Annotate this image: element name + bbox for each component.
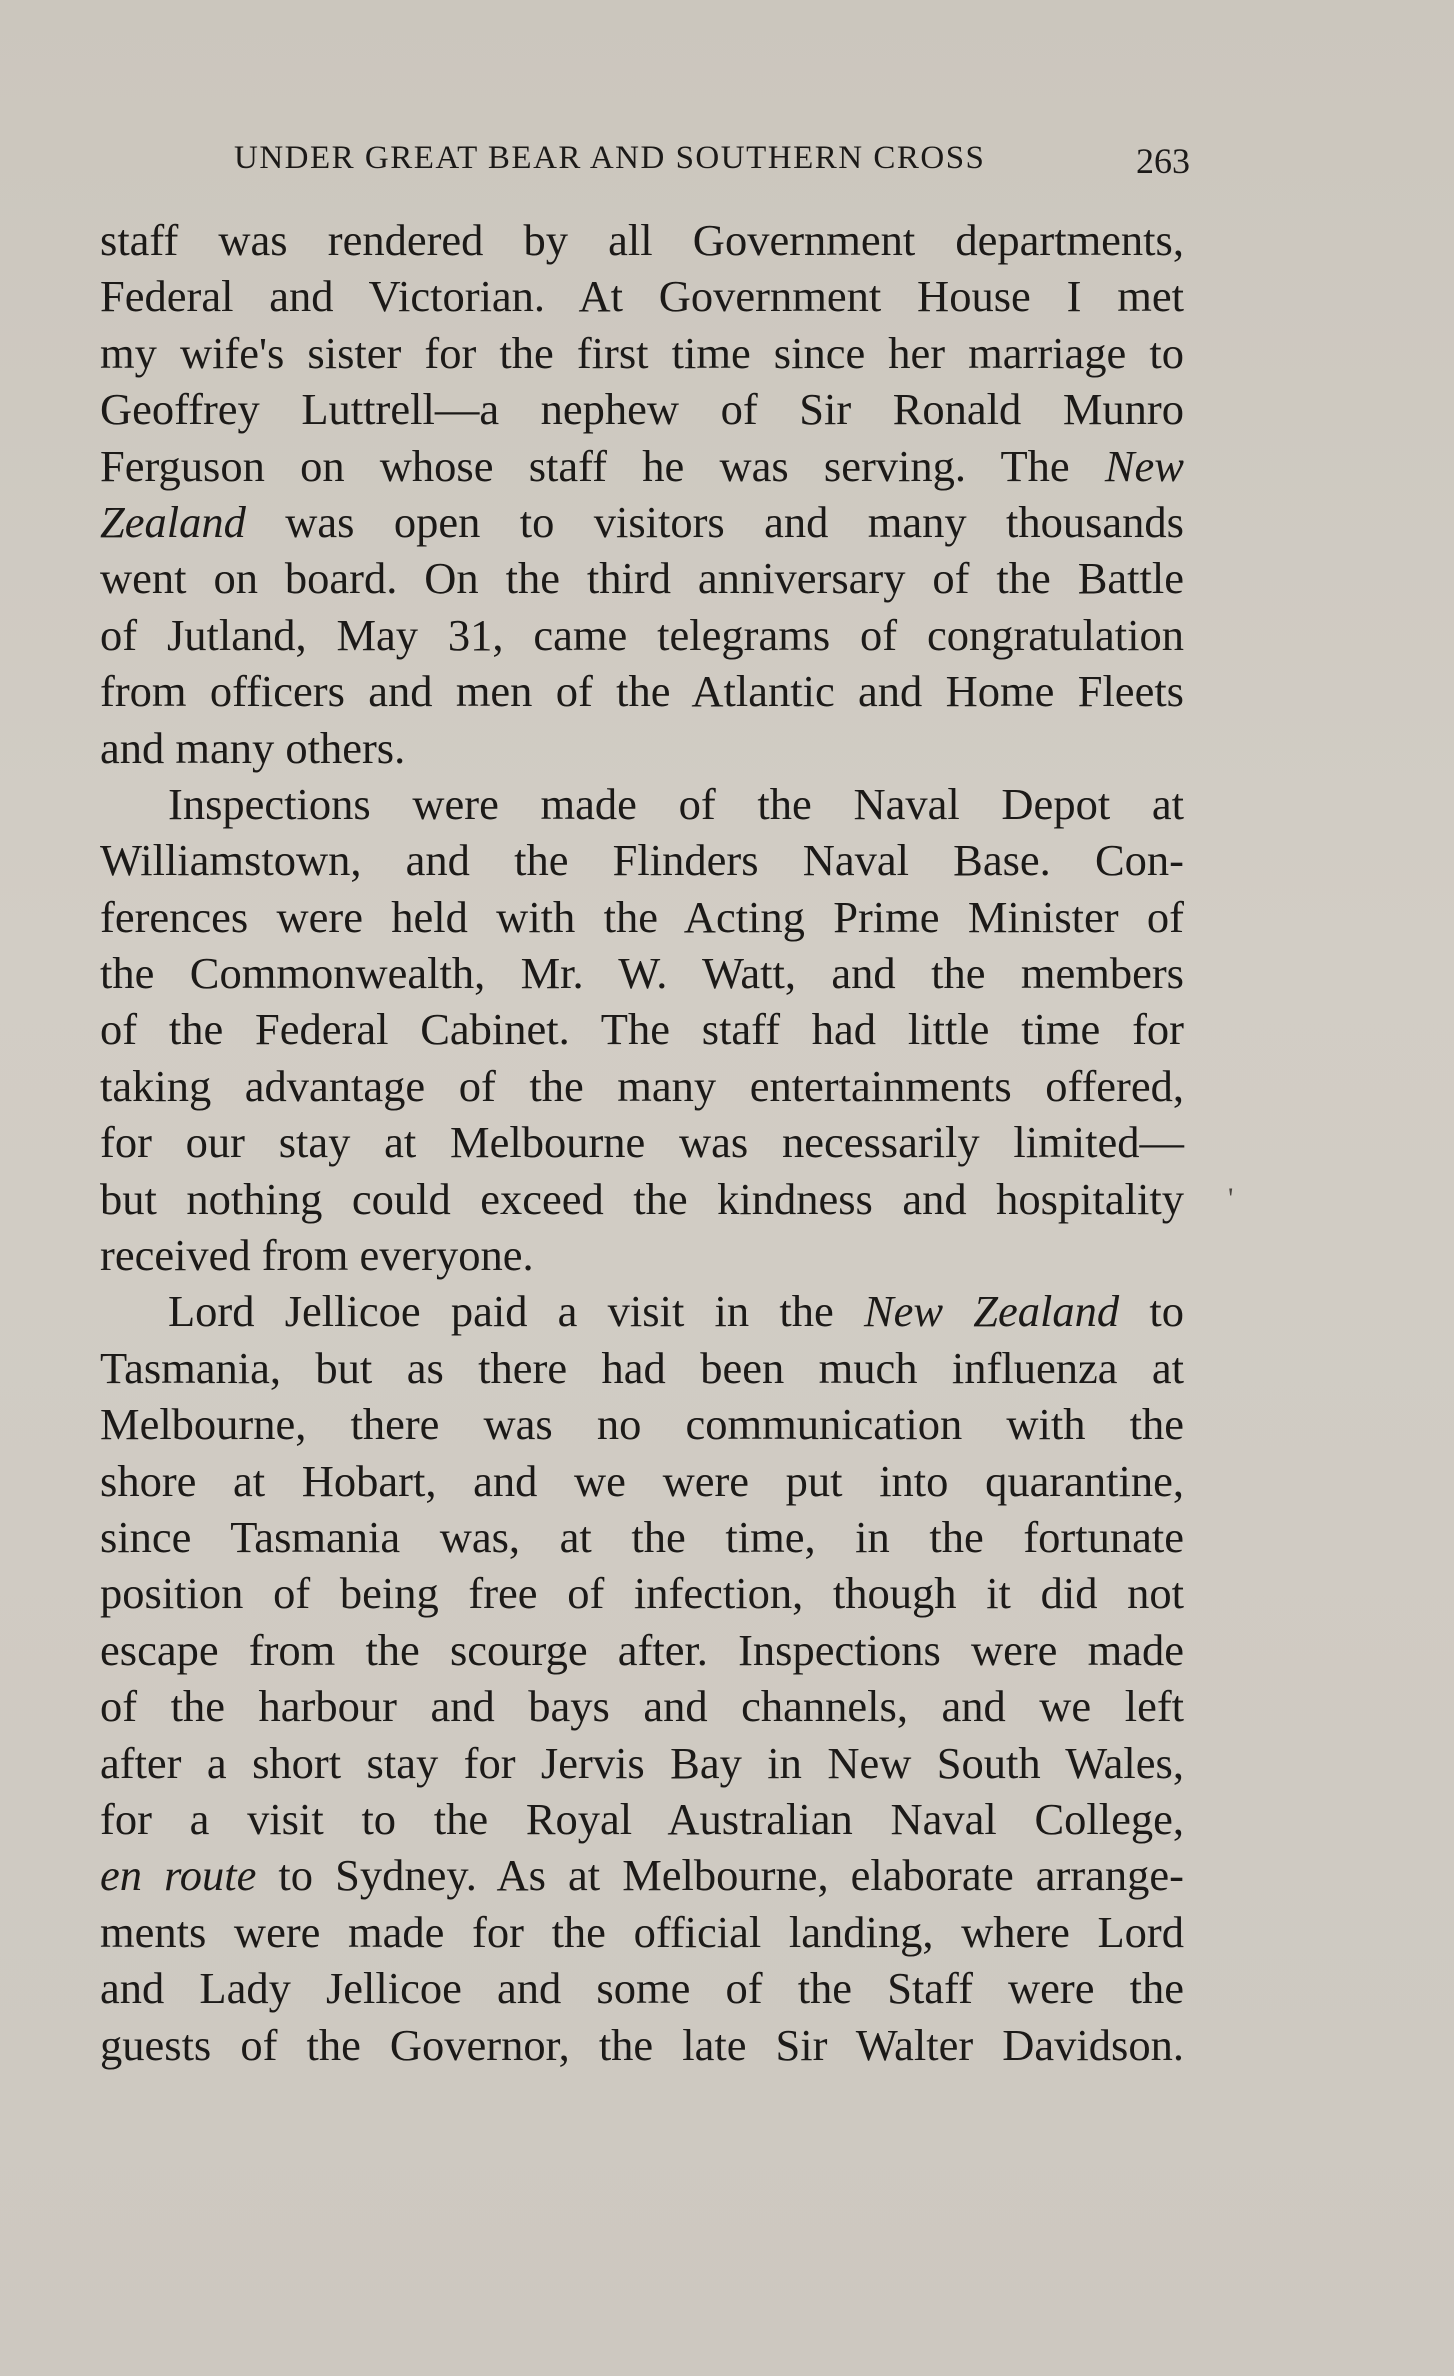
text-line — [100, 663, 1184, 719]
text-line — [100, 550, 1184, 606]
text-line-content: staff was rendered by all Government departments, — [100, 215, 1184, 265]
italic-text: New Zealand — [863, 1286, 1120, 1337]
text-line-content: of Jutland, May 31, came telegrams of congratulation — [100, 609, 1184, 660]
text-line — [100, 1001, 1184, 1057]
text-line-content: ferences were held with the Acting Prime Minister of — [100, 891, 1184, 942]
italic-text: Zealand — [100, 496, 246, 547]
text-line — [100, 1283, 1184, 1339]
text-line — [100, 1565, 1184, 1621]
text-line — [100, 1791, 1184, 1847]
text-line — [100, 1735, 1184, 1791]
italic-text: New — [1104, 440, 1184, 491]
text-line — [100, 1227, 1184, 1283]
text-line-post: was open to visitors and many thousands — [245, 496, 1184, 547]
text-line-content: Tasmania, but as there had been much influenza at — [100, 1342, 1184, 1393]
text-line — [100, 381, 1184, 437]
text-line-content: my wife's sister for the first time since her marriage to — [100, 327, 1184, 378]
text-line-content: the Commonwealth, Mr. W. Watt, and the members — [100, 948, 1184, 999]
text-line-content: and many others. — [100, 722, 406, 773]
page-number: 263 — [1136, 141, 1190, 181]
text-line-content: for our stay at Melbourne was necessarily limited— — [100, 1117, 1184, 1168]
running-head — [234, 140, 1190, 190]
text-line-content: Federal and Victorian. At Government House I met — [100, 271, 1184, 322]
text-line — [100, 1509, 1184, 1565]
text-line — [100, 1396, 1184, 1452]
text-line — [100, 1904, 1184, 1960]
text-line — [100, 1678, 1184, 1734]
text-line-content: after a short stay for Jervis Bay in New South Wales, — [100, 1737, 1184, 1788]
text-line-content: went on board. On the third anniversary of the Battle — [100, 553, 1184, 604]
text-line — [100, 212, 1184, 268]
text-line-content: shore at Hobart, and we were put into quarantine, — [100, 1455, 1184, 1506]
italic-text: en route — [100, 1850, 257, 1901]
text-line-post: to Sydney. As at Melbourne, elaborate arrange- — [256, 1850, 1184, 1901]
text-line-content: taking advantage of the many entertainments offered, — [100, 1060, 1184, 1111]
text-line-pre: Ferguson on whose staff he was serving. The — [100, 440, 1105, 491]
text-line — [100, 776, 1184, 832]
text-line — [100, 945, 1184, 1001]
text-line — [100, 1114, 1184, 1170]
text-line-content: of the Federal Cabinet. The staff had little time for — [100, 1004, 1184, 1055]
text-line-content: but nothing could exceed the kindness and hospitality — [100, 1173, 1184, 1224]
text-line-content: Melbourne, there was no communication with the — [100, 1399, 1184, 1450]
text-line — [100, 607, 1184, 663]
text-line — [100, 1622, 1184, 1678]
text-line-content: Geoffrey Luttrell—a nephew of Sir Ronald Munro — [100, 384, 1184, 435]
text-line — [100, 720, 1184, 776]
text-line-content: escape from the scourge after. Inspections were made — [100, 1624, 1184, 1675]
margin-mark: ' — [1228, 1182, 1234, 1215]
text-line-content: from officers and men of the Atlantic and Home Fleets — [100, 666, 1184, 717]
text-line — [100, 494, 1184, 550]
text-line — [100, 1171, 1184, 1227]
text-line — [100, 325, 1184, 381]
text-line-content: received from everyone. — [100, 1230, 534, 1281]
text-line-content: position of being free of infection, though it did not — [100, 1568, 1184, 1619]
text-line-content: Williamstown, and the Flinders Naval Base. Con- — [100, 835, 1184, 886]
text-line-content: of the harbour and bays and channels, and we left — [100, 1681, 1184, 1732]
text-line-content: for a visit to the Royal Australian Naval College, — [100, 1793, 1184, 1844]
body-text — [100, 212, 1184, 2073]
text-line — [100, 832, 1184, 888]
text-line-content: since Tasmania was, at the time, in the fortunate — [100, 1511, 1184, 1562]
text-line — [100, 438, 1184, 494]
text-line-post: to — [1119, 1286, 1184, 1337]
text-line — [100, 1453, 1184, 1509]
text-line — [100, 1960, 1184, 2016]
running-head-title: UNDER GREAT BEAR AND SOUTHERN CROSS — [234, 140, 986, 176]
text-line-content: guests of the Governor, the late Sir Walter Davidson. — [100, 2019, 1184, 2070]
text-line — [100, 268, 1184, 324]
text-line — [100, 1340, 1184, 1396]
text-line — [100, 1058, 1184, 1114]
text-line-content: Inspections were made of the Naval Depot at — [168, 778, 1184, 829]
text-line-content: ments were made for the official landing, where Lord — [100, 1906, 1184, 1957]
text-line-pre: Lord Jellicoe paid a visit in the — [168, 1286, 864, 1337]
text-line — [100, 1847, 1184, 1903]
text-line-content: and Lady Jellicoe and some of the Staff were the — [100, 1963, 1184, 2014]
text-line — [100, 2017, 1184, 2073]
text-line — [100, 889, 1184, 945]
